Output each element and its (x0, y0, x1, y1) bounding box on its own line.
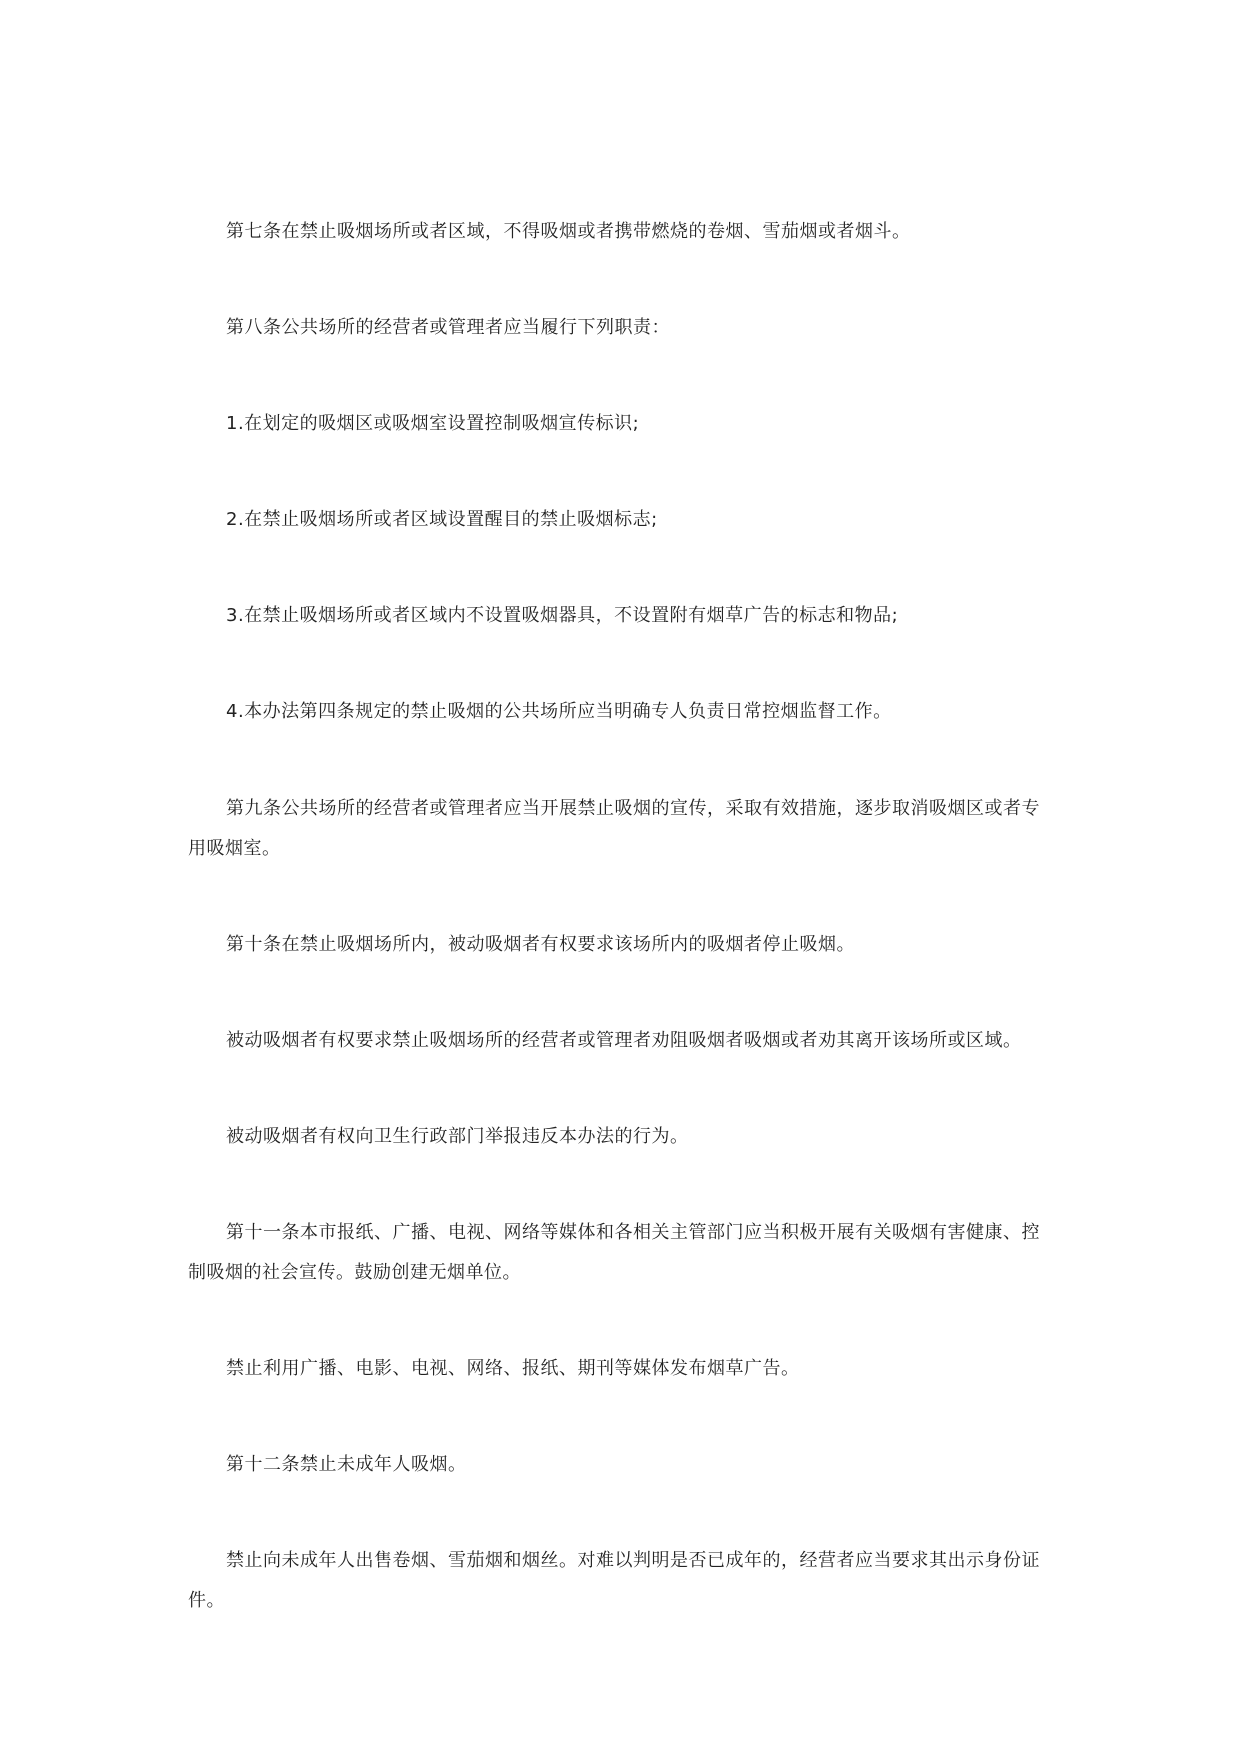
paragraph-article-10: 第十条在禁止吸烟场所内，被动吸烟者有权要求该场所内的吸烟者停止吸烟。 (226, 934, 855, 955)
paragraph-item-3: 3.在禁止吸烟场所或者区域内不设置吸烟器具，不设置附有烟草广告的标志和物品; (226, 605, 899, 626)
paragraph-passive-smoker-request: 被动吸烟者有权要求禁止吸烟场所的经营者或管理者劝阻吸烟者吸烟或者劝其离开该场所或区域。 (226, 1030, 1022, 1051)
paragraph-article-12: 第十二条禁止未成年人吸烟。 (226, 1454, 467, 1475)
paragraph-article-9: 第九条公共场所的经营者或管理者应当开展禁止吸烟的宣传，采取有效措施，逐步取消吸烟区或者专用吸烟室。 (188, 798, 1040, 859)
paragraph-minor-sales-ban: 禁止向未成年人出售卷烟、雪茄烟和烟丝。对难以判明是否已成年的，经营者应当要求其出示身份证件。 (188, 1550, 1040, 1611)
paragraph-article-8: 第八条公共场所的经营者或管理者应当履行下列职责： (226, 317, 670, 338)
paragraph-item-1: 1.在划定的吸烟区或吸烟室设置控制吸烟宣传标识; (226, 413, 640, 434)
paragraph-article-7: 第七条在禁止吸烟场所或者区域，不得吸烟或者携带燃烧的卷烟、雪茄烟或者烟斗。 (226, 221, 911, 242)
paragraph-article-11: 第十一条本市报纸、广播、电视、网络等媒体和各相关主管部门应当积极开展有关吸烟有害健康、控制吸烟的社会宣传。鼓励创建无烟单位。 (188, 1222, 1040, 1283)
paragraph-advertising-ban: 禁止利用广播、电影、电视、网络、报纸、期刊等媒体发布烟草广告。 (226, 1358, 800, 1379)
paragraph-passive-smoker-report: 被动吸烟者有权向卫生行政部门举报违反本办法的行为。 (226, 1126, 689, 1147)
paragraph-item-4: 4.本办法第四条规定的禁止吸烟的公共场所应当明确专人负责日常控烟监督工作。 (226, 701, 892, 722)
paragraph-item-2: 2.在禁止吸烟场所或者区域设置醒目的禁止吸烟标志; (226, 509, 658, 530)
